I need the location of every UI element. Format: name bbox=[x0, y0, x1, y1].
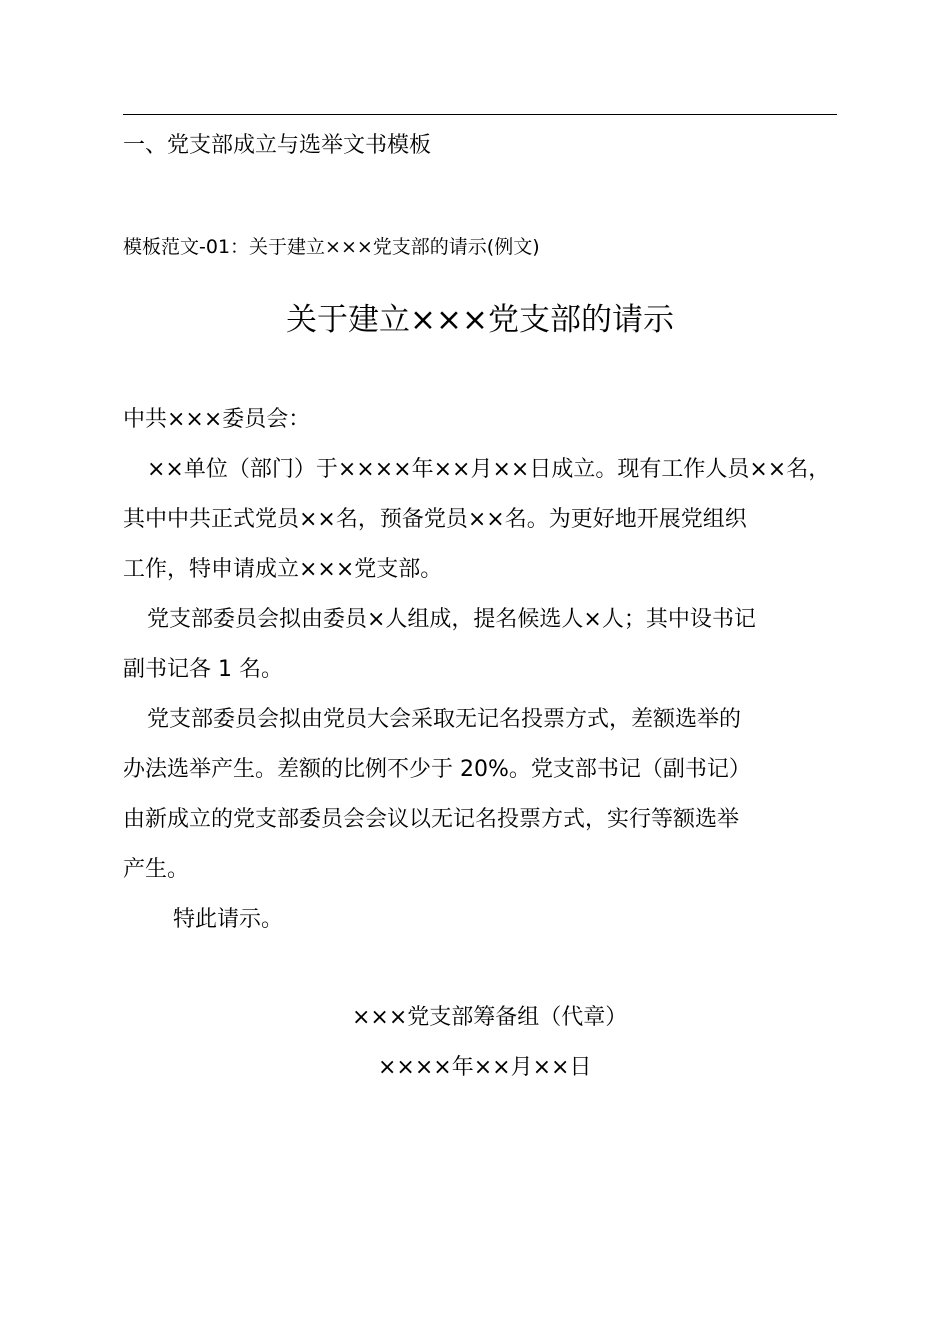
template-caption: 模板范文-01：关于建立×××党支部的请示(例文) bbox=[123, 236, 540, 258]
document-title: 关于建立×××党支部的请示 bbox=[286, 302, 674, 338]
paragraph-line: 由新成立的党支部委员会会议以无记名投票方式，实行等额选举 bbox=[123, 807, 740, 832]
signature-organization: ×××党支部筹备组（代章） bbox=[352, 1005, 628, 1030]
paragraph-line: 党支部委员会拟由党员大会采取无记名投票方式，差额选举的 bbox=[147, 707, 742, 732]
paragraph-line: ××单位（部门）于××××年××月××日成立。现有工作人员××名， bbox=[147, 457, 831, 482]
paragraph-line: 党支部委员会拟由委员×人组成，提名候选人×人；其中设书记 bbox=[147, 607, 756, 632]
paragraph-line: 其中中共正式党员××名，预备党员××名。为更好地开展党组织 bbox=[123, 507, 747, 532]
paragraph-line: 产生。 bbox=[123, 857, 190, 882]
paragraph-line: 办法选举产生。差额的比例不少于 20%。党支部书记（副书记） bbox=[123, 757, 751, 782]
paragraph-line: 副书记各 1 名。 bbox=[123, 657, 283, 682]
paragraph-line: 工作，特申请成立×××党支部。 bbox=[123, 557, 443, 582]
header-rule bbox=[123, 114, 837, 115]
closing-line: 特此请示。 bbox=[173, 907, 284, 932]
section-heading: 一、党支部成立与选举文书模板 bbox=[123, 133, 432, 158]
salutation: 中共×××委员会： bbox=[123, 407, 311, 432]
signature-date: ××××年××月××日 bbox=[378, 1055, 592, 1080]
